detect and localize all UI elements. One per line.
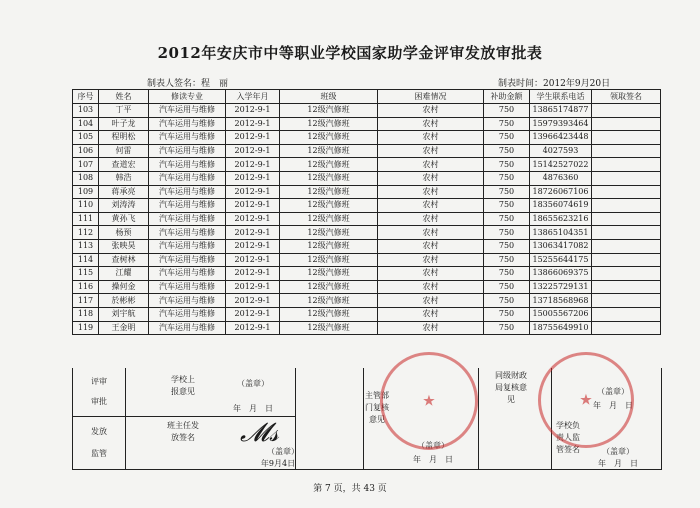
table-cell: 13966423448 [530, 131, 592, 145]
table-cell: 13225729131 [530, 280, 592, 294]
table-cell: 2012-9-1 [226, 131, 280, 145]
table-cell: 13063417082 [530, 239, 592, 253]
education-bureau-stamp: ★ [380, 352, 478, 450]
table-cell: 韩浩 [99, 171, 149, 185]
table-cell: 2012-9-1 [226, 144, 280, 158]
table-cell: 江耀 [99, 267, 149, 281]
table-cell: 12级汽修班 [280, 294, 378, 308]
table-cell: 2012-9-1 [226, 212, 280, 226]
table-cell: 何雷 [99, 144, 149, 158]
table-cell: 农村 [378, 267, 484, 281]
table-cell: 2012-9-1 [226, 158, 280, 172]
table-cell: 12级汽修班 [280, 212, 378, 226]
table-cell: 12级汽修班 [280, 321, 378, 335]
table-cell [592, 104, 661, 118]
table-cell: 750 [484, 294, 530, 308]
issue-label: 发放 [91, 427, 107, 436]
dept-stamp-note: （盖章） [417, 441, 449, 450]
table-cell: 2012-9-1 [226, 185, 280, 199]
table-cell [592, 117, 661, 131]
table-row [73, 104, 661, 118]
column-header: 班级 [280, 90, 378, 104]
table-cell: 115 [73, 267, 99, 281]
table-cell: 农村 [378, 253, 484, 267]
table-cell: 15142527022 [530, 158, 592, 172]
column-header: 序号 [73, 90, 99, 104]
table-cell: 750 [484, 253, 530, 267]
prepare-date: 制表时间：2012年9月20日 [498, 79, 611, 89]
table-cell: 750 [484, 321, 530, 335]
table-cell [592, 280, 661, 294]
table-cell: 106 [73, 144, 99, 158]
handwritten-signature: 𝓜𝓈 [240, 418, 279, 448]
table-cell: 119 [73, 321, 99, 335]
table-row [73, 131, 661, 145]
head-teacher-label: 班主任发放签名 [167, 421, 199, 442]
table-cell [592, 144, 661, 158]
table-cell: 12级汽修班 [280, 171, 378, 185]
table-row [73, 117, 661, 131]
table-cell: 2012-9-1 [226, 253, 280, 267]
table-cell: 汽车运用与维修 [149, 144, 226, 158]
table-cell: 750 [484, 171, 530, 185]
school-stamp-note: （盖章） [237, 379, 269, 388]
table-row [73, 253, 661, 267]
table-cell [592, 226, 661, 240]
page-title: 2012年安庆市中等职业学校国家助学金评审发放审批表 [157, 44, 543, 62]
table-cell: 112 [73, 226, 99, 240]
table-cell: 750 [484, 199, 530, 213]
head-teacher-stamp-note: （盖章） [267, 447, 299, 456]
page-number: 第 7 页，共 43 页 [313, 484, 387, 494]
table-cell: 750 [484, 307, 530, 321]
table-body [73, 104, 661, 335]
table-row [73, 307, 661, 321]
table-cell: 15255644175 [530, 253, 592, 267]
table-cell: 107 [73, 158, 99, 172]
table-cell: 750 [484, 185, 530, 199]
table-cell: 118 [73, 307, 99, 321]
school-date: 年 月 日 [233, 404, 273, 413]
table-row [73, 226, 661, 240]
table-cell: 18755649910 [530, 321, 592, 335]
table-cell [592, 185, 661, 199]
table-cell: 750 [484, 131, 530, 145]
dept-review-label: 主管部门复核意见 [365, 391, 389, 424]
table-cell: 750 [484, 280, 530, 294]
column-header: 学生联系电话 [530, 90, 592, 104]
table-cell: 汽车运用与维修 [149, 239, 226, 253]
head-teacher-date: 年9月4日 [260, 459, 296, 468]
table-row [73, 212, 661, 226]
table-cell [592, 131, 661, 145]
table-cell: 12级汽修班 [280, 253, 378, 267]
table-row [73, 280, 661, 294]
table-cell: 750 [484, 158, 530, 172]
table-cell: 117 [73, 294, 99, 308]
preparer-label: 制表人签名：程 丽 [147, 79, 229, 89]
table-cell: 汽车运用与维修 [149, 185, 226, 199]
table-cell: 12级汽修班 [280, 117, 378, 131]
table-cell: 12级汽修班 [280, 144, 378, 158]
school-report-label: 学校上报意见 [171, 375, 195, 396]
table-cell: 刘涛涛 [99, 199, 149, 213]
table-cell: 750 [484, 144, 530, 158]
table-cell: 汽车运用与维修 [149, 307, 226, 321]
table-cell: 农村 [378, 321, 484, 335]
dept-date: 年 月 日 [413, 455, 453, 464]
table-cell: 18356074619 [530, 199, 592, 213]
table-cell: 於彬彬 [99, 294, 149, 308]
table-cell: 王金明 [99, 321, 149, 335]
table-cell: 农村 [378, 185, 484, 199]
table-cell: 104 [73, 117, 99, 131]
table-cell: 农村 [378, 158, 484, 172]
table-cell: 农村 [378, 104, 484, 118]
table-cell [592, 239, 661, 253]
student-table [72, 89, 661, 335]
table-cell: 2012-9-1 [226, 267, 280, 281]
table-row [73, 239, 661, 253]
table-cell: 12级汽修班 [280, 307, 378, 321]
table-cell: 105 [73, 131, 99, 145]
table-cell: 12级汽修班 [280, 185, 378, 199]
finance-review-label: 同级财政局复核意见 [495, 371, 527, 404]
table-cell: 汽车运用与维修 [149, 158, 226, 172]
table-cell: 750 [484, 117, 530, 131]
table-cell: 查树林 [99, 253, 149, 267]
table-cell: 12级汽修班 [280, 199, 378, 213]
table-cell: 2012-9-1 [226, 307, 280, 321]
finance-bureau-stamp: ★ [538, 352, 634, 448]
school-head-date: 年 月 日 [598, 459, 638, 468]
table-cell: 丁平 [99, 104, 149, 118]
table-cell: 查道宏 [99, 158, 149, 172]
table-cell: 汽车运用与维修 [149, 280, 226, 294]
table-cell: 农村 [378, 212, 484, 226]
finance-date: 年 月 日 [593, 401, 633, 410]
column-header: 补助金额 [484, 90, 530, 104]
table-cell: 103 [73, 104, 99, 118]
table-cell: 12级汽修班 [280, 239, 378, 253]
table-row [73, 294, 661, 308]
table-cell: 750 [484, 239, 530, 253]
table-cell: 汽车运用与维修 [149, 226, 226, 240]
table-cell: 汽车运用与维修 [149, 199, 226, 213]
table-cell: 汽车运用与维修 [149, 294, 226, 308]
table-cell: 109 [73, 185, 99, 199]
table-cell: 汽车运用与维修 [149, 267, 226, 281]
table-cell: 操何金 [99, 280, 149, 294]
table-cell [592, 294, 661, 308]
table-cell: 农村 [378, 199, 484, 213]
review-label: 评审 [91, 377, 107, 386]
table-cell: 汽车运用与维修 [149, 171, 226, 185]
table-cell [592, 212, 661, 226]
table-cell: 2012-9-1 [226, 104, 280, 118]
table-cell: 农村 [378, 226, 484, 240]
table-cell: 111 [73, 212, 99, 226]
table-cell: 12级汽修班 [280, 280, 378, 294]
table-cell: 刘宇航 [99, 307, 149, 321]
table-cell: 2012-9-1 [226, 294, 280, 308]
table-cell: 汽车运用与维修 [149, 253, 226, 267]
table-cell: 750 [484, 226, 530, 240]
table-cell: 2012-9-1 [226, 199, 280, 213]
table-cell: 2012-9-1 [226, 280, 280, 294]
table-cell [592, 199, 661, 213]
table-cell [592, 267, 661, 281]
table-cell: 2012-9-1 [226, 239, 280, 253]
table-cell: 750 [484, 212, 530, 226]
table-cell: 农村 [378, 171, 484, 185]
table-cell: 农村 [378, 280, 484, 294]
table-cell: 13865174877 [530, 104, 592, 118]
table-cell [592, 158, 661, 172]
column-header: 修读专业 [149, 90, 226, 104]
table-cell: 18726067106 [530, 185, 592, 199]
table-cell: 750 [484, 104, 530, 118]
table-cell: 12级汽修班 [280, 104, 378, 118]
table-cell: 杨预 [99, 226, 149, 240]
school-head-stamp-note: （盖章） [602, 447, 634, 456]
table-cell: 15005567206 [530, 307, 592, 321]
column-header: 困难情况 [378, 90, 484, 104]
table-cell: 15979393464 [530, 117, 592, 131]
table-cell: 黄孙飞 [99, 212, 149, 226]
supervise-label: 监管 [91, 449, 107, 458]
table-row [73, 171, 661, 185]
table-cell: 汽车运用与维修 [149, 212, 226, 226]
table-cell: 叶子龙 [99, 117, 149, 131]
table-cell: 2012-9-1 [226, 226, 280, 240]
column-header: 姓名 [99, 90, 149, 104]
table-cell: 2012-9-1 [226, 171, 280, 185]
table-cell: 程明松 [99, 131, 149, 145]
table-cell: 114 [73, 253, 99, 267]
table-row [73, 199, 661, 213]
table-cell: 蒋承亮 [99, 185, 149, 199]
table-cell: 110 [73, 199, 99, 213]
school-head-label: 学校负责人监管签名 [556, 421, 580, 454]
table-cell [592, 307, 661, 321]
table-cell: 13865104351 [530, 226, 592, 240]
table-cell: 汽车运用与维修 [149, 321, 226, 335]
table-cell: 13866069375 [530, 267, 592, 281]
table-cell [592, 321, 661, 335]
column-header: 领取签名 [592, 90, 661, 104]
table-cell: 116 [73, 280, 99, 294]
table-cell: 汽车运用与维修 [149, 104, 226, 118]
table-cell: 108 [73, 171, 99, 185]
table-cell: 4027593 [530, 144, 592, 158]
table-cell: 农村 [378, 307, 484, 321]
approve-label: 审批 [91, 397, 107, 406]
table-row [73, 267, 661, 281]
table-cell: 农村 [378, 131, 484, 145]
table-cell: 农村 [378, 117, 484, 131]
table-row [73, 185, 661, 199]
table-cell: 汽车运用与维修 [149, 117, 226, 131]
table-cell: 12级汽修班 [280, 267, 378, 281]
table-cell [592, 253, 661, 267]
table-cell: 12级汽修班 [280, 131, 378, 145]
table-cell: 4876360 [530, 171, 592, 185]
table-cell: 汽车运用与维修 [149, 131, 226, 145]
finance-stamp-note: （盖章） [597, 387, 629, 396]
table-row [73, 321, 661, 335]
table-cell: 2012-9-1 [226, 117, 280, 131]
table-cell: 农村 [378, 144, 484, 158]
column-header: 入学年月 [226, 90, 280, 104]
table-cell: 750 [484, 267, 530, 281]
table-cell: 农村 [378, 239, 484, 253]
table-row [73, 144, 661, 158]
table-header-row [73, 90, 661, 104]
table-cell: 农村 [378, 294, 484, 308]
table-cell: 113 [73, 239, 99, 253]
table-cell: 18655623216 [530, 212, 592, 226]
table-cell: 张映昊 [99, 239, 149, 253]
table-row [73, 158, 661, 172]
table-cell: 2012-9-1 [226, 321, 280, 335]
table-cell [592, 171, 661, 185]
table-cell: 12级汽修班 [280, 226, 378, 240]
table-cell: 13718568968 [530, 294, 592, 308]
table-cell: 12级汽修班 [280, 158, 378, 172]
